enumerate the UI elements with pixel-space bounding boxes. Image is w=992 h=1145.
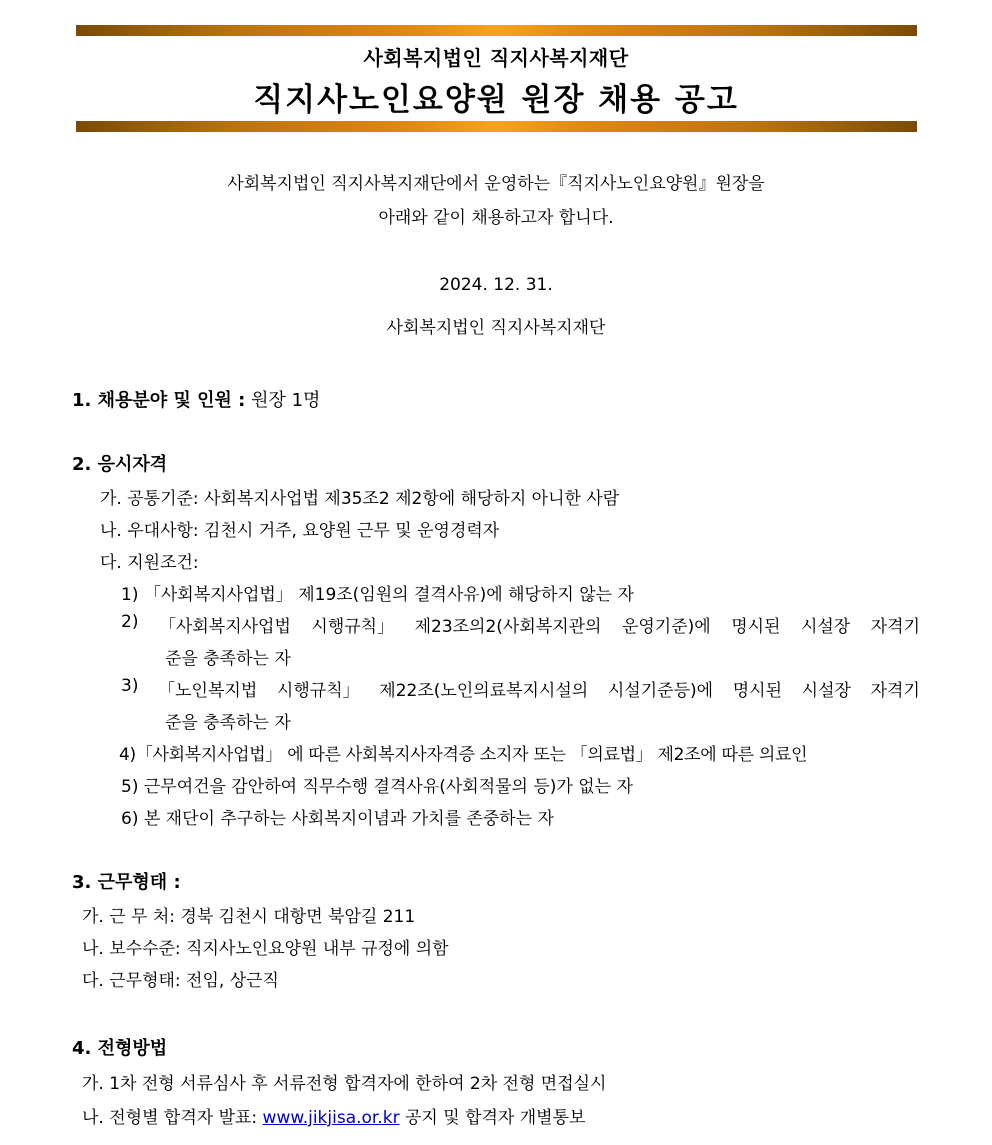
section-4-item: 가. 1차 전형 서류심사 후 서류전형 합격자에 한하여 2차 전형 면접실시 (82, 1074, 607, 1094)
section-3-item: 가. 근 무 처: 경북 김천시 대항면 북암길 211 (82, 907, 416, 927)
section-4-item-announcement (82, 1103, 585, 1128)
section-2-item: 가. 공통기준: 사회복지사업법 제35조2 제2항에 해당하지 아니한 사람 (100, 489, 620, 509)
header-bottom-rule (76, 121, 917, 132)
condition-2-line-1 (121, 612, 920, 637)
condition-3-line-2: 준을 충족하는 자 (165, 713, 291, 733)
section-2-item: 다. 지원조건: (100, 553, 199, 573)
condition-3-word: 제22조(노인의료복지시설의 (379, 681, 589, 701)
intro-line-2: 아래와 같이 채용하고자 합니다. (378, 208, 614, 228)
condition-2-word: 자격기 (870, 617, 920, 637)
condition-3-word: 시설기준등)에 (607, 681, 714, 701)
section-2-heading: 2. 응시자격 (72, 454, 168, 475)
announcement-prefix: 나. 전형별 합격자 발표: (82, 1108, 263, 1128)
condition-5: 5) 근무여건을 감안하여 직무수행 결격사유(사회적물의 등)가 없는 자 (121, 777, 633, 797)
condition-1: 1) 「사회복지사업법」 제19조(임원의 결격사유)에 해당하지 않는 자 (121, 585, 634, 605)
condition-4: 4)「사회복지사업법」 에 따른 사회복지사자격증 소지자 또는 「의료법」 제2조에 따른 의료인 (119, 745, 808, 765)
section-2-item: 나. 우대사항: 김천시 거주, 요양원 근무 및 운영경력자 (100, 521, 500, 541)
condition-3-word: 시설장 (801, 681, 851, 701)
condition-2-line-2: 준을 충족하는 자 (165, 649, 291, 669)
issuer-name: 사회복지법인 직지사복지재단 (386, 318, 606, 338)
condition-2-word: 시설장 (800, 617, 851, 637)
condition-2-word: 명시된 (731, 617, 781, 637)
section-4-heading: 4. 전형방법 (72, 1038, 168, 1059)
intro-line-1: 사회복지법인 직지사복지재단에서 운영하는『직지사노인요양원』원장을 (227, 174, 765, 194)
page-title: 직지사노인요양원 원장 채용 공고 (253, 82, 739, 118)
section-1-value: 원장 1명 (245, 390, 321, 411)
announcement-suffix: 공지 및 합격자 개별통보 (399, 1108, 586, 1128)
website-link[interactable]: www.jikjisa.or.kr (262, 1108, 400, 1128)
header-top-rule (76, 25, 917, 36)
section-1-title: 1. 채용분야 및 인원 : (72, 390, 246, 411)
section-3-item: 나. 보수수준: 직지사노인요양원 내부 규정에 의함 (82, 939, 449, 959)
condition-6: 6) 본 재단이 추구하는 사회복지이념과 가치를 존중하는 자 (121, 809, 554, 829)
section-1-heading (72, 386, 320, 412)
condition-3-word: 자격기 (870, 681, 920, 701)
condition-3-word: 3) (121, 676, 139, 696)
section-3-heading: 3. 근무형태 : (72, 872, 181, 893)
condition-3-line-1 (121, 676, 920, 701)
organization-title: 사회복지법인 직지사복지재단 (363, 46, 629, 70)
condition-2-word: 시행규칙」 (311, 617, 395, 637)
condition-2-word: 「사회복지사업법 (158, 617, 291, 637)
announcement-date: 2024. 12. 31. (439, 275, 553, 295)
condition-3-word: 명시된 (732, 681, 782, 701)
condition-3-word: 시행규칙」 (276, 681, 360, 701)
condition-2-word: 운영기준)에 (621, 617, 711, 637)
condition-3-word: 「노인복지법 (158, 681, 258, 701)
section-3-item: 다. 근무형태: 전임, 상근직 (82, 971, 279, 991)
condition-2-word: 2) (121, 612, 139, 632)
condition-2-word: 제23조의2(사회복지관의 (414, 617, 602, 637)
